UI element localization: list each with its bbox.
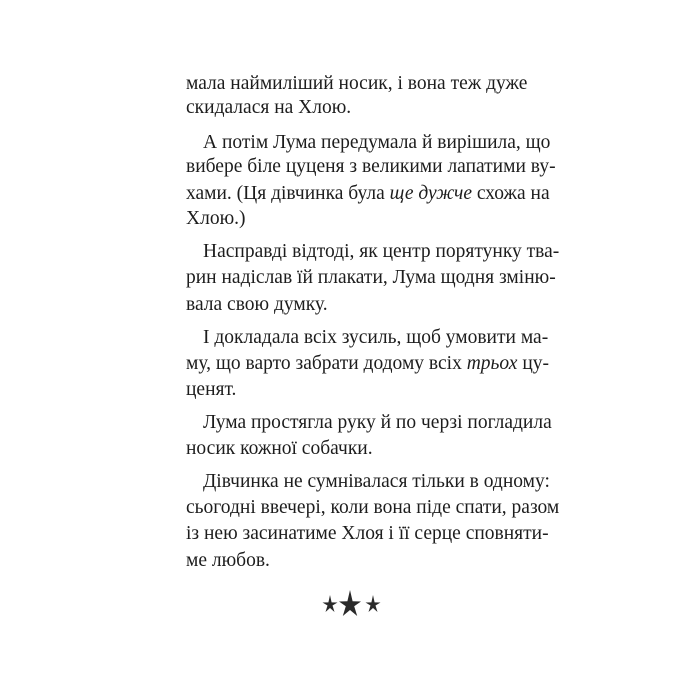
text-line: із нею засинатиме Хлоя і її серце сповняти- (186, 523, 549, 544)
text-line: Дівчинка не сумнівалася тільки в одному: (203, 471, 550, 492)
text-line: ме любов. (186, 550, 270, 571)
text-line: А потім Лума передумала й вирішила, що (203, 132, 551, 153)
text-line: скидалася на Хлою. (186, 97, 352, 118)
large-star-icon (339, 590, 361, 616)
text-line: вала свою думку. (186, 294, 328, 315)
emphasis: ще дужче (389, 183, 472, 204)
text-line: Насправді відтоді, як центр порятунку тва- (203, 241, 560, 262)
text-line: мала наймиліший носик, і вона теж дуже (186, 73, 528, 94)
text-line: му, що варто забрати додому всіх трьох цу- (186, 353, 549, 374)
text-line: Лума простягла руку й по черзі погладила (203, 412, 552, 433)
text-line: І докладала всіх зусиль, щоб умовити ма- (203, 327, 549, 348)
text-line: ценят. (186, 379, 237, 400)
small-star-icon (366, 595, 381, 612)
text-line: рин надіслав їй плакати, Лума щодня зміню- (186, 267, 556, 288)
three-stars-ornament-icon (0, 590, 700, 620)
text-line: сьогодні ввечері, коли вона піде спати, разом (186, 497, 560, 518)
emphasis: трьох (466, 353, 518, 374)
small-star-icon (323, 595, 338, 612)
text-line: вибере біле цуценя з великими лапатими ву- (186, 156, 556, 177)
text-line: хами. (Ця дівчинка була ще дужче схожа на (186, 183, 550, 204)
text-line: Хлою.) (186, 208, 246, 229)
text-line: носик кожної собачки. (186, 438, 373, 459)
